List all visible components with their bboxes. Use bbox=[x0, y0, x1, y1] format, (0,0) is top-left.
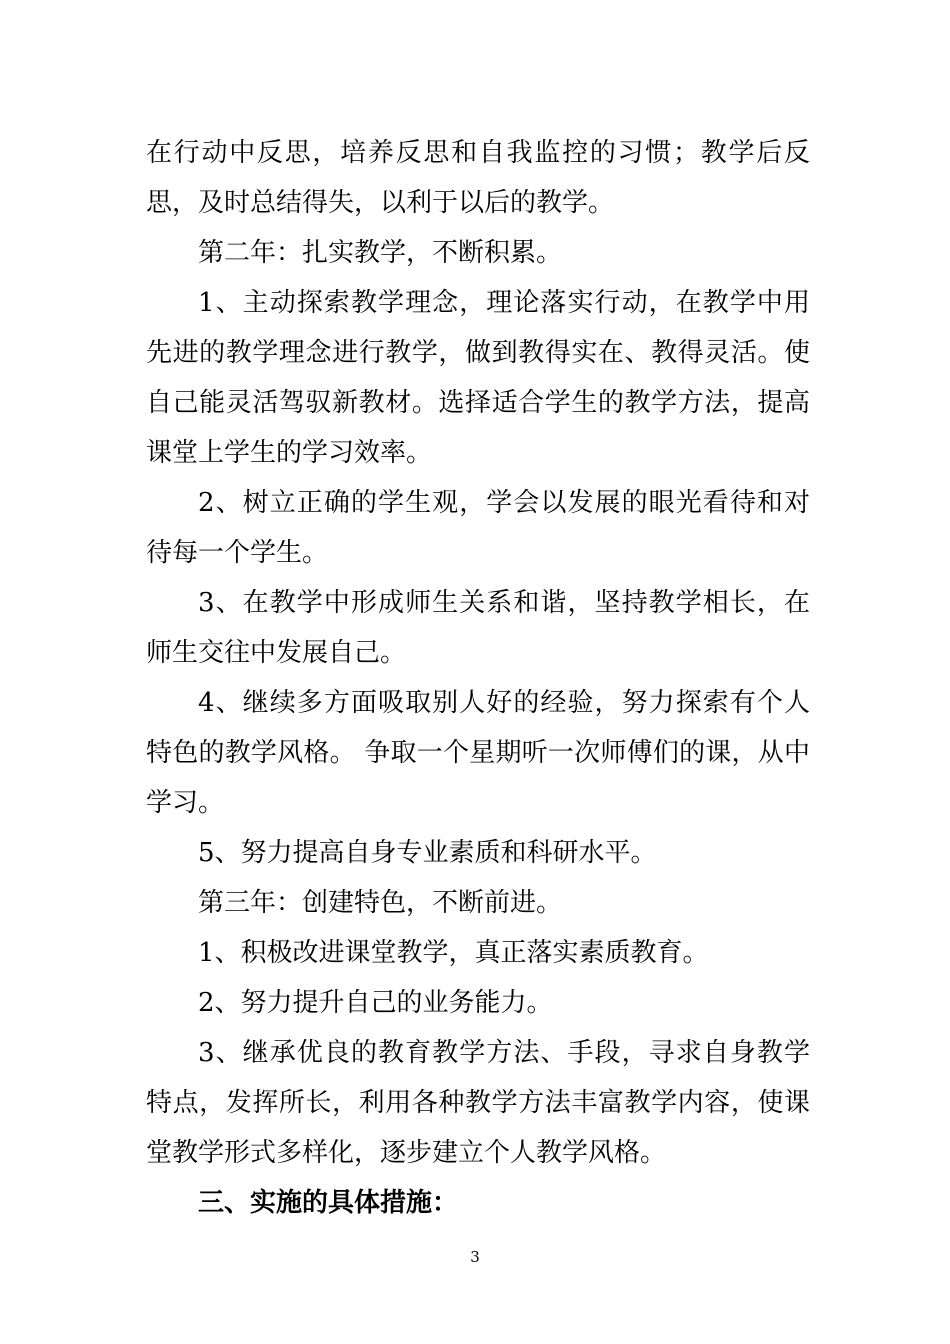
document-body bbox=[146, 128, 810, 1228]
paragraph-year-two-item-3: 3、在教学中形成师生关系和谐，坚持教学相长，在师生交往中发展自己。 bbox=[146, 588, 810, 668]
paragraph-year-two-item-4: 4、继续多方面吸取别人好的经验，努力探索有个人特色的教学风格。 争取一个星期听一次师傅们的课，从中学习。 bbox=[146, 688, 810, 818]
paragraph-continuation: 在行动中反思，培养反思和自我监控的习惯；教学后反思，及时总结得失，以利于以后的教学。 bbox=[146, 138, 810, 218]
paragraph-year-two-item-5: 5、努力提高自身专业素质和科研水平。 bbox=[198, 838, 657, 868]
paragraph-year-two-item-1: 1、主动探索教学理念，理论落实行动，在教学中用先进的教学理念进行教学，做到教得实在、教得灵活。使自己能灵活驾驭新教材。选择适合学生的教学方法，提高课堂上学生的学习效率。 bbox=[146, 288, 810, 468]
page-number: 3 bbox=[470, 1248, 480, 1266]
paragraph-year-three-item-2: 2、努力提升自己的业务能力。 bbox=[198, 988, 553, 1018]
section-heading-measures: 三、实施的具体措施： bbox=[198, 1188, 459, 1218]
paragraph-year-three-item-1: 1、积极改进课堂教学，真正落实素质教育。 bbox=[198, 938, 709, 968]
paragraph-year-three-item-3: 3、继承优良的教育教学方法、手段，寻求自身教学特点，发挥所长，利用各种教学方法丰富教学内容，使课堂教学形式多样化，逐步建立个人教学风格。 bbox=[146, 1038, 810, 1168]
paragraph-year-two-item-2: 2、树立正确的学生观，学会以发展的眼光看待和对待每一个学生。 bbox=[146, 488, 810, 568]
paragraph-year-two-heading: 第二年：扎实教学，不断积累。 bbox=[198, 238, 563, 268]
paragraph-year-three-heading: 第三年：创建特色，不断前进。 bbox=[198, 888, 563, 918]
